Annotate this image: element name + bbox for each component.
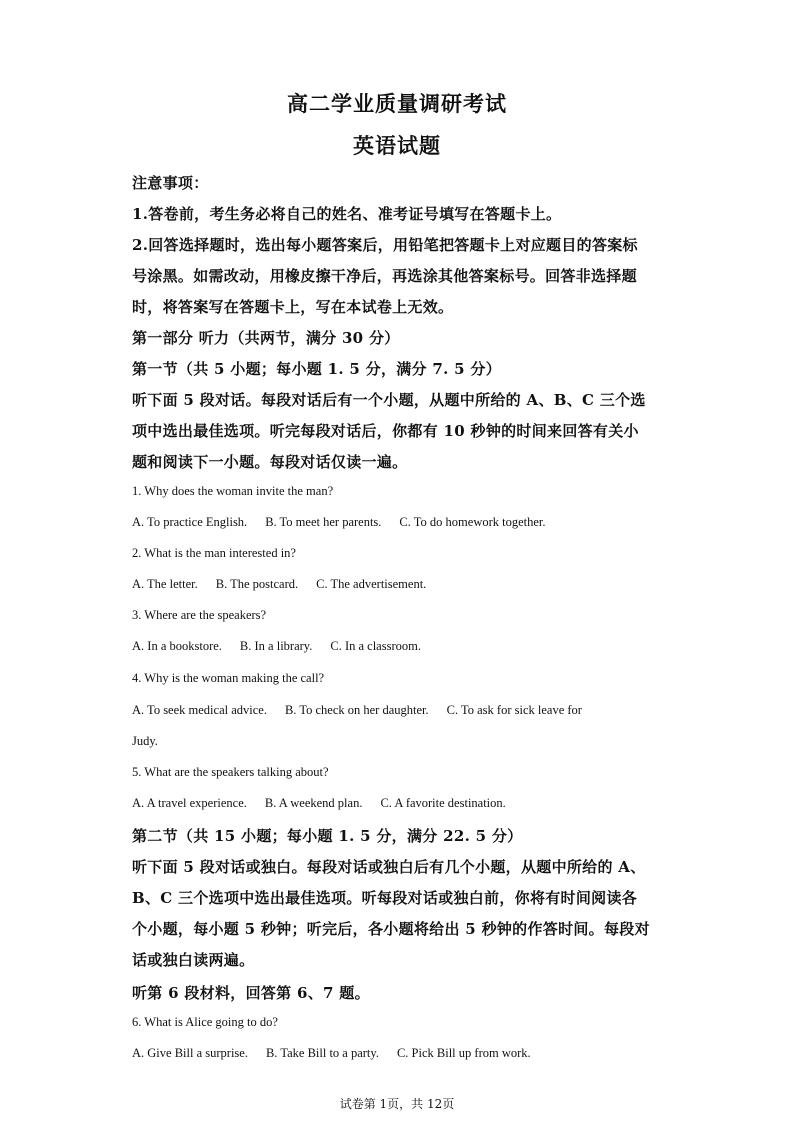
question-4-options — [132, 703, 582, 718]
option-a: A. To practice English. — [132, 515, 248, 529]
question-5: 5. What are the speakers talking about? — [132, 765, 329, 779]
option-b: B. The postcard. — [215, 577, 299, 591]
option-a: A. To seek medical advice. — [132, 703, 267, 717]
option-b: B. To check on her daughter. — [284, 703, 429, 717]
option-b: B. A weekend plan. — [264, 796, 363, 810]
option-b: B. To meet her parents. — [265, 515, 382, 529]
option-a: A. Give Bill a surprise. — [132, 1046, 248, 1060]
notice-item-1: 1.答卷前，考生务必将自己的姓名、准考证号填写在答题卡上。 — [132, 205, 562, 223]
notice-item-2-line-3: 时，将答案写在答题卡上，写在本试卷上无效。 — [132, 298, 454, 316]
option-a: A. The letter. — [132, 577, 198, 591]
option-c: C. To do homework together. — [399, 515, 546, 529]
section2-instruction-line-2: B、C 三个选项中选出最佳选项。听每段对话或独白前，你将有时间阅读各 — [132, 889, 638, 907]
option-b: B. Take Bill to a party. — [265, 1046, 379, 1060]
question-1: 1. Why does the woman invite the man? — [132, 484, 334, 498]
question-2-options — [132, 577, 426, 592]
page-footer: 试卷第 1页，共 12页 — [339, 1097, 455, 1111]
question-6: 6. What is Alice going to do? — [132, 1015, 278, 1029]
section2-heading: 第二节（共 15 小题；每小题 1. 5 分，满分 22. 5 分） — [132, 827, 523, 845]
option-c: C. The advertisement. — [316, 577, 427, 591]
part1-heading: 第一部分 听力（共两节，满分 30 分） — [132, 329, 400, 347]
section1-instruction-line-1: 听下面 5 段对话。每段对话后有一个小题，从题中所给的 A、B、C 三个选 — [132, 391, 646, 409]
question-4-option-continuation: Judy. — [132, 734, 158, 748]
option-c: C. Pick Bill up from work. — [396, 1046, 531, 1060]
option-b: B. In a library. — [239, 639, 313, 653]
exam-title: 高二学业质量调研考试 — [287, 91, 507, 116]
exam-subtitle: 英语试题 — [353, 133, 441, 158]
question-2: 2. What is the man interested in? — [132, 546, 296, 560]
option-c: C. In a classroom. — [330, 639, 421, 653]
section1-instruction-line-2: 项中选出最佳选项。听完每段对话后，你都有 10 秒钟的时间来回答有关小 — [132, 422, 639, 440]
section1-heading: 第一节（共 5 小题；每小题 1. 5 分，满分 7. 5 分） — [132, 360, 502, 378]
notice-heading: 注意事项： — [132, 174, 209, 192]
question-1-options — [132, 515, 546, 530]
question-6-options — [132, 1046, 531, 1061]
section2-instruction-line-3: 个小题，每小题 5 秒钟；听完后，各小题将给出 5 秒钟的作答时间。每段对 — [132, 920, 650, 938]
section2-instruction-line-4: 话或独白读两遍。 — [132, 951, 255, 969]
question-5-options — [132, 796, 506, 811]
notice-item-2-line-1: 2.回答选择题时，选出每小题答案后，用铅笔把答题卡上对应题目的答案标 — [132, 236, 638, 254]
notice-item-2-line-2: 号涂黑。如需改动，用橡皮擦干净后，再选涂其他答案标号。回答非选择题 — [132, 267, 637, 285]
question-3: 3. Where are the speakers? — [132, 608, 267, 622]
option-c: C. To ask for sick leave for — [446, 703, 582, 717]
option-c: C. A favorite destination. — [380, 796, 506, 810]
option-a: A. In a bookstore. — [132, 639, 222, 653]
material-6-heading: 听第 6 段材料，回答第 6、7 题。 — [132, 984, 370, 1002]
section2-instruction-line-1: 听下面 5 段对话或独白。每段对话或独白后有几个小题，从题中所给的 A、 — [132, 858, 646, 876]
option-a: A. A travel experience. — [132, 796, 247, 810]
question-3-options — [132, 639, 421, 654]
question-4: 4. Why is the woman making the call? — [132, 671, 325, 685]
section1-instruction-line-3: 题和阅读下一小题。每段对话仅读一遍。 — [132, 453, 408, 471]
